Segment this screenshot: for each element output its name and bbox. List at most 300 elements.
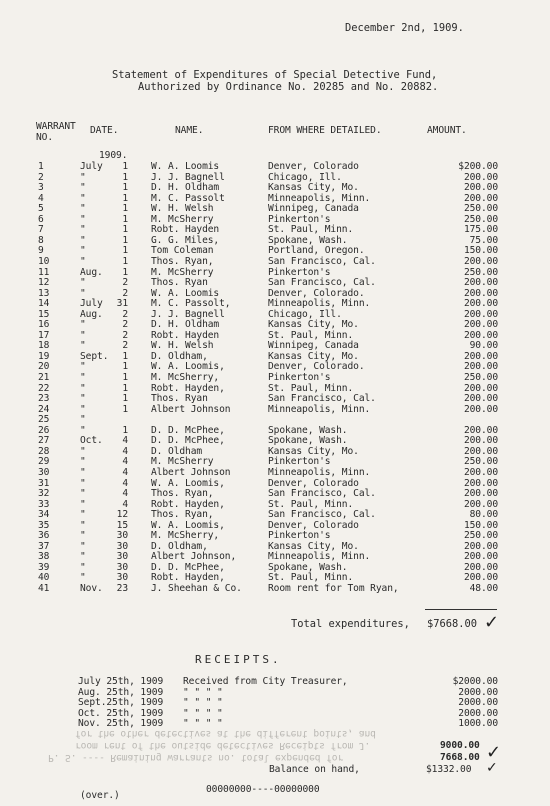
row-from: Spokane, Wash. — [268, 424, 348, 436]
table-row — [0, 499, 550, 510]
row-from: San Francisco, Cal. — [268, 393, 376, 405]
row-day: 30 — [116, 551, 128, 563]
row-amount: 200.00 — [463, 561, 498, 573]
row-name: M. McSherry — [151, 266, 214, 278]
row-from: Denver, Colorado — [268, 161, 359, 172]
table-row — [0, 383, 550, 394]
table-row — [0, 277, 550, 288]
column-header-date: DATE. — [90, 125, 119, 136]
row-month: " — [80, 182, 86, 194]
ghost-line-3: P. S. ---- Remaining warrants no. total expended for — [48, 752, 344, 763]
row-amount: 200.00 — [463, 287, 498, 299]
row-name: D. Oldham, — [151, 350, 208, 362]
column-header-warrant: WARRANT NO. — [36, 121, 76, 143]
row-day: 4 — [122, 466, 128, 478]
table-row — [0, 319, 550, 330]
warrant-number: 21 — [38, 372, 50, 383]
row-name: D. H. Oldham — [151, 319, 220, 331]
table-row — [0, 425, 550, 436]
row-name: W. H. Welsh — [151, 340, 214, 352]
warrant-number: 8 — [38, 234, 44, 246]
receipt-amount: 1000.00 — [458, 718, 498, 730]
row-amount: 200.00 — [463, 277, 498, 289]
row-name: Thos. Ryan, — [151, 509, 214, 521]
row-amount: 200.00 — [463, 445, 498, 457]
receipt-date: Aug. 25th, 1909 — [78, 686, 164, 698]
column-header-name: NAME. — [175, 125, 204, 136]
row-name: Robt. Hayden, — [151, 382, 225, 394]
row-amount: 175.00 — [463, 224, 498, 236]
table-row — [0, 172, 550, 183]
row-day: 1 — [122, 245, 128, 257]
row-day: 1 — [122, 213, 128, 225]
row-name: D. Oldham, — [151, 540, 208, 552]
total-amount: $7668.00 — [427, 618, 478, 630]
warrant-number: 7 — [38, 224, 44, 236]
row-from: Pinkerton's — [268, 530, 331, 542]
row-day: 2 — [122, 308, 128, 320]
row-from: Denver, Colorado — [268, 519, 359, 531]
row-amount: 200.00 — [463, 255, 498, 267]
row-month: " — [80, 287, 86, 299]
table-row — [0, 224, 550, 235]
row-day: 1 — [122, 350, 128, 362]
row-from: Spokane, Wash. — [268, 234, 348, 246]
row-amount: 200.00 — [463, 298, 498, 310]
checkmark-icon: ✓ — [484, 612, 500, 633]
warrant-number: 25 — [38, 414, 50, 426]
receipt-desc: " " " " — [183, 718, 223, 730]
row-from: Minneapolis, Minn. — [268, 466, 371, 478]
table-row — [0, 520, 550, 531]
row-from: Denver, Colorado. — [268, 361, 365, 373]
table-row — [0, 478, 550, 489]
row-day: 23 — [116, 583, 128, 594]
warrant-number: 31 — [38, 477, 50, 489]
row-amount: 200.00 — [463, 551, 498, 563]
row-month: " — [80, 171, 86, 183]
row-day: 1 — [122, 372, 128, 383]
table-row — [0, 351, 550, 362]
table-row — [0, 203, 550, 214]
table-row — [0, 267, 550, 278]
row-month: " — [80, 540, 86, 552]
row-amount: 200.00 — [463, 477, 498, 489]
row-day: 30 — [116, 530, 128, 542]
row-month: " — [80, 234, 86, 246]
warrant-number: 17 — [38, 329, 50, 341]
row-month: Aug. — [80, 266, 103, 278]
receipt-desc: " " " " — [183, 697, 223, 709]
row-name: M. McSherry — [151, 213, 214, 225]
row-month: " — [80, 561, 86, 573]
row-day: 1 — [122, 203, 128, 215]
table-row — [0, 182, 550, 193]
row-month: " — [80, 403, 86, 415]
row-from: Kansas City, Mo. — [268, 182, 359, 194]
row-month: " — [80, 329, 86, 341]
warrant-number: 12 — [38, 277, 50, 289]
row-day: 1 — [122, 382, 128, 394]
warrant-number: 6 — [38, 213, 44, 225]
row-month: " — [80, 509, 86, 521]
row-month: " — [80, 213, 86, 225]
row-day: 1 — [122, 424, 128, 436]
warrant-number: 13 — [38, 287, 50, 299]
row-name: D. D. McPhee, — [151, 424, 225, 436]
warrant-number: 14 — [38, 298, 50, 310]
warrant-number: 29 — [38, 456, 50, 468]
row-amount: 200.00 — [463, 572, 498, 584]
row-day: 2 — [122, 329, 128, 341]
receipt-desc: " " " " — [183, 686, 223, 698]
row-name: Thos. Ryan — [151, 277, 208, 289]
row-name: Thos. Ryan, — [151, 255, 214, 267]
row-amount: 200.00 — [463, 319, 498, 331]
row-day: 31 — [116, 298, 128, 310]
receipt-date: July 25th, 1909 — [78, 676, 164, 687]
row-name: W. A. Loomis, — [151, 519, 225, 531]
row-amount: $200.00 — [458, 161, 498, 172]
warrant-number: 22 — [38, 382, 50, 394]
row-amount: 200.00 — [463, 361, 498, 373]
row-from: San Francisco, Cal. — [268, 509, 376, 521]
row-month: " — [80, 372, 86, 383]
receipt-date: Sept.25th, 1909 — [78, 697, 164, 709]
row-amount: 200.00 — [463, 393, 498, 405]
row-from: St. Paul, Minn. — [268, 382, 354, 394]
table-row — [0, 372, 550, 383]
row-name: Robt. Hayden, — [151, 498, 225, 510]
warrant-number: 10 — [38, 255, 50, 267]
row-amount: 200.00 — [463, 350, 498, 362]
table-row — [0, 161, 550, 172]
row-name: Albert Johnson — [151, 466, 231, 478]
row-month: " — [80, 361, 86, 373]
receipt-amount: 2000.00 — [458, 697, 498, 709]
row-month: " — [80, 530, 86, 542]
table-row — [0, 340, 550, 351]
row-month: July — [80, 298, 103, 310]
warrant-number: 41 — [38, 583, 50, 594]
row-amount: 200.00 — [463, 308, 498, 320]
receipt-desc: " " " " — [183, 707, 223, 719]
row-name: Albert Johnson — [151, 403, 231, 415]
receipt-row — [0, 687, 550, 698]
table-row — [0, 509, 550, 520]
row-from: Pinkerton's — [268, 456, 331, 468]
row-day: 2 — [122, 340, 128, 352]
row-day: 1 — [122, 224, 128, 236]
row-from: Kansas City, Mo. — [268, 350, 359, 362]
table-row — [0, 235, 550, 246]
warrant-number: 16 — [38, 319, 50, 331]
row-month: " — [80, 255, 86, 267]
row-day: 1 — [122, 255, 128, 267]
document-title-line-1: Statement of Expenditures of Special Detective Fund, — [112, 69, 438, 81]
table-row — [0, 245, 550, 256]
row-name: G. G. Miles, — [151, 234, 220, 246]
row-name: Albert Johnson, — [151, 551, 237, 563]
table-row — [0, 414, 550, 425]
row-amount: 150.00 — [463, 245, 498, 257]
table-row — [0, 435, 550, 446]
row-amount: 90.00 — [469, 340, 498, 352]
warrant-number: 32 — [38, 488, 50, 500]
row-name: W. A. Loomis, — [151, 477, 225, 489]
receipt-row — [0, 676, 550, 687]
row-amount: 75.00 — [469, 234, 498, 246]
warrant-number: 20 — [38, 361, 50, 373]
row-from: Winnipeg, Canada — [268, 203, 359, 215]
row-from: Minneapolis, Minn. — [268, 551, 371, 563]
row-month: " — [80, 319, 86, 331]
row-day: 1 — [122, 161, 128, 172]
row-from: St. Paul, Minn. — [268, 572, 354, 584]
row-day: 30 — [116, 540, 128, 552]
receipts-title: RECEIPTS. — [195, 653, 282, 666]
row-day: 4 — [122, 477, 128, 489]
row-day: 4 — [122, 445, 128, 457]
row-month: " — [80, 488, 86, 500]
row-name: Thos. Ryan, — [151, 488, 214, 500]
balance-amount: $1332.00 — [426, 764, 472, 775]
over-note: (over.) — [80, 790, 120, 801]
receipts-total: 9000.00 — [440, 740, 480, 751]
row-month: " — [80, 551, 86, 563]
row-amount: 200.00 — [463, 382, 498, 394]
row-name: M. C. Passolt, — [151, 298, 231, 310]
document-date: December 2nd, 1909. — [345, 22, 464, 34]
warrant-number: 19 — [38, 350, 50, 362]
row-month: " — [80, 572, 86, 584]
table-row — [0, 551, 550, 562]
row-month: July — [80, 161, 103, 172]
warrant-number: 18 — [38, 340, 50, 352]
row-day: 12 — [116, 509, 128, 521]
row-month: " — [80, 477, 86, 489]
row-from: St. Paul, Minn. — [268, 329, 354, 341]
table-row — [0, 446, 550, 457]
row-from: Pinkerton's — [268, 266, 331, 278]
row-from: San Francisco, Cal. — [268, 255, 376, 267]
row-from: Minneapolis, Minn. — [268, 403, 371, 415]
row-from: Chicago, Ill. — [268, 171, 342, 183]
row-day: 2 — [122, 277, 128, 289]
receipt-row — [0, 708, 550, 719]
row-amount: 200.00 — [463, 192, 498, 204]
row-month: " — [80, 340, 86, 352]
row-name: Robt. Hayden — [151, 224, 220, 236]
row-day: 2 — [122, 319, 128, 331]
balance-label: Balance on hand, — [269, 764, 360, 775]
row-from: San Francisco, Cal. — [268, 488, 376, 500]
row-from: Chicago, Ill. — [268, 308, 342, 320]
row-name: M. C. Passolt — [151, 192, 225, 204]
row-from: Kansas City, Mo. — [268, 445, 359, 457]
row-name: D. D. McPhee, — [151, 561, 225, 573]
row-amount: 250.00 — [463, 203, 498, 215]
row-name: J. J. Bagnell — [151, 308, 225, 320]
row-from: Winnipeg, Canada — [268, 340, 359, 352]
row-month: " — [80, 192, 86, 204]
receipt-amount: $2000.00 — [452, 676, 498, 687]
row-month: " — [80, 203, 86, 215]
table-row — [0, 572, 550, 583]
row-name: Robt. Hayden — [151, 329, 220, 341]
row-name: W. A. Loomis — [151, 161, 220, 172]
row-from: Denver, Colorado. — [268, 287, 365, 299]
row-month: " — [80, 277, 86, 289]
warrant-number: 2 — [38, 171, 44, 183]
row-from: St. Paul, Minn. — [268, 498, 354, 510]
row-name: W. A. Loomis, — [151, 361, 225, 373]
warrant-number: 36 — [38, 530, 50, 542]
row-day: 1 — [122, 234, 128, 246]
table-row — [0, 193, 550, 204]
row-amount: 200.00 — [463, 540, 498, 552]
row-day: 2 — [122, 287, 128, 299]
row-amount: 200.00 — [463, 424, 498, 436]
ghost-line-1: for the other detectives at the different points, and — [75, 728, 376, 739]
row-month: " — [80, 445, 86, 457]
warrant-number: 23 — [38, 393, 50, 405]
warrant-number: 35 — [38, 519, 50, 531]
row-amount: 200.00 — [463, 488, 498, 500]
row-name: D. D. McPhee, — [151, 435, 225, 447]
row-day: 1 — [122, 403, 128, 415]
table-row — [0, 256, 550, 267]
row-amount: 200.00 — [463, 171, 498, 183]
warrant-number: 33 — [38, 498, 50, 510]
receipt-date: Nov. 25th, 1909 — [78, 718, 164, 730]
row-amount: 250.00 — [463, 456, 498, 468]
row-day: 1 — [122, 361, 128, 373]
row-name: D. H. Oldham — [151, 182, 220, 194]
row-name: Tom Coleman — [151, 245, 214, 257]
row-from: Room rent for Tom Ryan, — [268, 583, 399, 594]
receipt-desc: Received from City Treasurer, — [183, 676, 348, 687]
table-row — [0, 298, 550, 309]
warrant-number: 40 — [38, 572, 50, 584]
warrant-number: 27 — [38, 435, 50, 447]
receipt-amount: 2000.00 — [458, 686, 498, 698]
row-day: 4 — [122, 498, 128, 510]
checkmark-icon: ✓ — [486, 742, 502, 763]
row-day: 4 — [122, 456, 128, 468]
table-row — [0, 361, 550, 372]
table-row — [0, 288, 550, 299]
table-row — [0, 214, 550, 225]
row-name: Thos. Ryan — [151, 393, 208, 405]
table-row — [0, 541, 550, 552]
row-month: Sept. — [80, 350, 109, 362]
row-name: Robt. Hayden, — [151, 572, 225, 584]
row-name: J. Sheehan & Co. — [151, 583, 242, 594]
row-month: " — [80, 498, 86, 510]
row-from: Denver, Colorado — [268, 477, 359, 489]
row-amount: 250.00 — [463, 372, 498, 383]
row-month: " — [80, 393, 86, 405]
row-amount: 250.00 — [463, 266, 498, 278]
row-day: 4 — [122, 488, 128, 500]
warrant-number: 26 — [38, 424, 50, 436]
table-row — [0, 530, 550, 541]
total-label: Total expenditures, — [291, 618, 410, 630]
row-amount: 80.00 — [469, 509, 498, 521]
row-month: Nov. — [80, 583, 103, 594]
row-from: Spokane, Wash. — [268, 435, 348, 447]
row-amount: 200.00 — [463, 498, 498, 510]
row-name: W. A. Loomis — [151, 287, 220, 299]
table-row — [0, 562, 550, 573]
row-month: " — [80, 224, 86, 236]
row-day: 1 — [122, 171, 128, 183]
row-month: " — [80, 245, 86, 257]
row-from: St. Paul, Minn. — [268, 224, 354, 236]
table-row — [0, 488, 550, 499]
table-row — [0, 309, 550, 320]
row-month: " — [80, 424, 86, 436]
row-day: 1 — [122, 182, 128, 194]
warrant-number: 37 — [38, 540, 50, 552]
total-rule — [425, 609, 497, 610]
warrant-number: 5 — [38, 203, 44, 215]
warrant-number: 11 — [38, 266, 50, 278]
row-day: 4 — [122, 435, 128, 447]
warrant-number: 3 — [38, 182, 44, 194]
warrant-number: 24 — [38, 403, 50, 415]
row-amount: 150.00 — [463, 519, 498, 531]
row-amount: 48.00 — [469, 583, 498, 594]
receipt-amount: 2000.00 — [458, 707, 498, 719]
row-amount: 200.00 — [463, 466, 498, 478]
row-day: 15 — [116, 519, 128, 531]
ghost-line-2: room rent of the outside detectives Receipts from J. — [75, 740, 371, 751]
row-name: M. McSherry — [151, 456, 214, 468]
footer-separator: 00000000----00000000 — [206, 784, 320, 795]
row-month: Oct. — [80, 435, 103, 447]
warrant-number: 15 — [38, 308, 50, 320]
warrant-number: 30 — [38, 466, 50, 478]
warrant-number: 39 — [38, 561, 50, 573]
receipt-row — [0, 697, 550, 708]
row-from: Minneapolis, Minn. — [268, 298, 371, 310]
row-day: 1 — [122, 266, 128, 278]
row-amount: 200.00 — [463, 329, 498, 341]
row-day: 30 — [116, 561, 128, 573]
row-from: Spokane, Wash. — [268, 561, 348, 573]
warrant-number: 9 — [38, 245, 44, 257]
row-amount: 200.00 — [463, 435, 498, 447]
row-month: " — [80, 414, 86, 426]
row-name: D. Oldham — [151, 445, 203, 457]
row-month: " — [80, 456, 86, 468]
column-header-from: FROM WHERE DETAILED. — [268, 125, 382, 136]
warrant-number: 4 — [38, 192, 44, 204]
warrant-number: 1 — [38, 161, 44, 172]
table-row — [0, 583, 550, 594]
row-from: Minneapolis, Minn. — [268, 192, 371, 204]
row-amount: 250.00 — [463, 530, 498, 542]
warrant-number: 34 — [38, 509, 50, 521]
row-amount: 200.00 — [463, 182, 498, 194]
row-name: M. McSherry, — [151, 530, 220, 542]
row-name: J. J. Bagnell — [151, 171, 225, 183]
receipt-date: Oct. 25th, 1909 — [78, 707, 164, 719]
row-amount: 250.00 — [463, 213, 498, 225]
row-month: " — [80, 519, 86, 531]
